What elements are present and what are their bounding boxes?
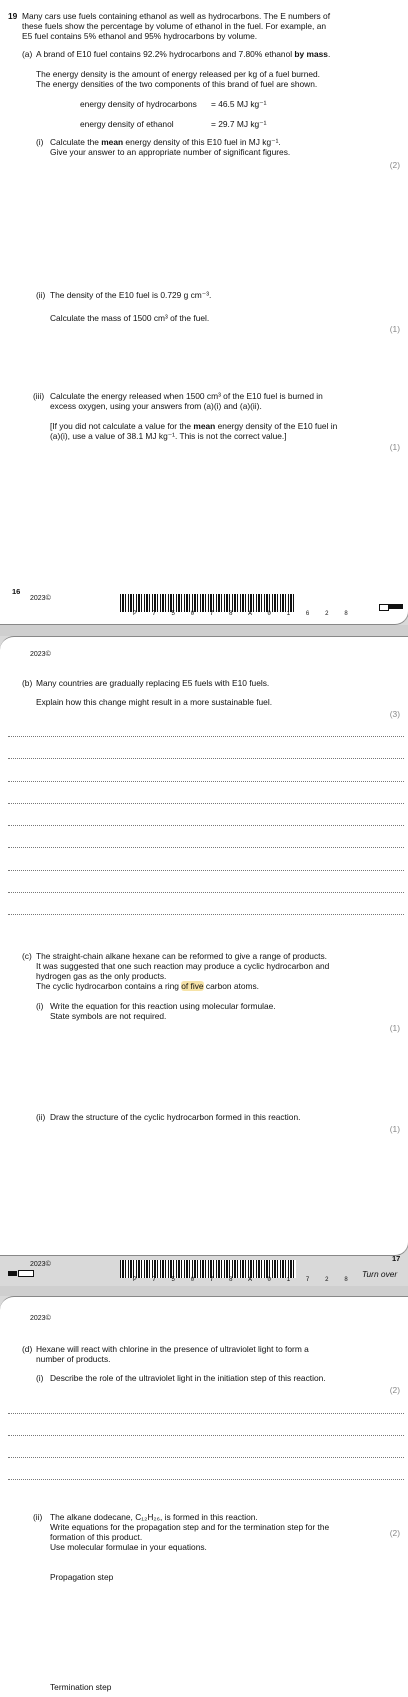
hydrocarbon-energy-label: energy density of hydrocarbons bbox=[80, 99, 197, 109]
part-di-label: (i) bbox=[36, 1373, 44, 1383]
part-a-text: A brand of E10 fuel contains 92.2% hydrocarbons and 7.80% ethanol by mass. bbox=[36, 49, 331, 59]
part-d-line-1: Hexane will react with chlorine in the presence of ultraviolet light to form a bbox=[36, 1344, 309, 1354]
part-ai-line-2: Give your answer to an appropriate number of significant figures. bbox=[50, 147, 291, 157]
answer-line bbox=[8, 1457, 404, 1458]
part-dii-label: (ii) bbox=[33, 1512, 43, 1522]
part-aiii-line-1: Calculate the energy released when 1500 cm³ of the E10 fuel is burned in bbox=[50, 391, 323, 401]
question-number: 19 bbox=[8, 11, 18, 21]
page-separator bbox=[0, 625, 408, 636]
corner-mark-left bbox=[8, 1271, 17, 1276]
part-dii-marks: (2) bbox=[389, 1528, 400, 1538]
answer-line bbox=[8, 1479, 404, 1480]
q19-intro-line-2: these fuels show the percentage by volume of ethanol in the fuel. For example, an bbox=[22, 21, 327, 31]
answer-line bbox=[8, 758, 404, 759]
q19-intro-line-3: E5 fuel contains 5% ethanol and 95% hydrocarbons by volume. bbox=[22, 31, 258, 41]
energy-density-line-1: The energy density is the amount of energy released per kg of a fuel burned. bbox=[36, 69, 320, 79]
exam-page-16 bbox=[0, 0, 408, 625]
corner-mark-right bbox=[18, 1270, 34, 1277]
part-aiii-note: [If you did not calculate a value for the mean energy density of the E10 fuel in bbox=[50, 421, 338, 431]
part-ci-line-2: State symbols are not required. bbox=[50, 1011, 167, 1021]
answer-line bbox=[8, 736, 404, 737]
hydrocarbon-energy-value: = 46.5 MJ kg⁻¹ bbox=[211, 99, 267, 109]
ethanol-energy-value: = 29.7 MJ kg⁻¹ bbox=[211, 119, 267, 129]
paper-code: 2023© bbox=[30, 1315, 51, 1322]
barcode-text: P 7 5 0 7 8 A 0 1 7 2 8 bbox=[133, 1276, 354, 1283]
paper-code: 2023© bbox=[30, 1261, 51, 1268]
paper-code: 2023© bbox=[30, 651, 51, 658]
part-d-line-2: number of products. bbox=[36, 1354, 111, 1364]
answer-line bbox=[8, 803, 404, 804]
paper-code: 2023© bbox=[30, 595, 51, 602]
part-dii-line-4: Use molecular formulae in your equations. bbox=[50, 1542, 207, 1552]
page-number: 16 bbox=[12, 587, 21, 596]
propagation-step-label: Propagation step bbox=[50, 1572, 114, 1582]
part-dii-line-3: formation of this product. bbox=[50, 1532, 143, 1542]
corner-mark-right bbox=[388, 604, 403, 609]
part-aii-marks: (1) bbox=[389, 324, 400, 334]
energy-density-line-2: The energy densities of the two components of this brand of fuel are shown. bbox=[36, 79, 318, 89]
part-ai-text: Calculate the mean energy density of this E10 fuel in MJ kg⁻¹. bbox=[50, 137, 281, 147]
exam-page-17 bbox=[0, 636, 408, 1256]
page-separator bbox=[0, 1286, 408, 1296]
answer-line bbox=[8, 847, 404, 848]
answer-line bbox=[8, 914, 404, 915]
part-b-label: (b) bbox=[22, 678, 33, 688]
termination-step-label: Termination step bbox=[50, 1682, 112, 1692]
part-c-line-3: hydrogen gas as the only products. bbox=[36, 971, 167, 981]
part-cii-label: (ii) bbox=[36, 1112, 46, 1122]
part-di-text: Describe the role of the ultraviolet light in the initiation step of this reaction. bbox=[50, 1373, 326, 1383]
part-aiii-label: (iii) bbox=[33, 391, 45, 401]
q19-intro-line-1: Many cars use fuels containing ethanol as well as hydrocarbons. The E numbers of bbox=[22, 11, 331, 21]
answer-line bbox=[8, 1413, 404, 1414]
part-ai-label: (i) bbox=[36, 137, 44, 147]
part-dii-line-2: Write equations for the propagation step and for the termination step for the bbox=[50, 1522, 330, 1532]
part-aiii-note-line-2: (a)(i), use a value of 38.1 MJ kg⁻¹. This is not the correct value.] bbox=[50, 431, 287, 441]
part-a-label: (a) bbox=[22, 49, 33, 59]
part-aiii-marks: (1) bbox=[389, 442, 400, 452]
part-ai-marks: (2) bbox=[389, 160, 400, 170]
part-aii-line-2: Calculate the mass of 1500 cm³ of the fuel. bbox=[50, 313, 210, 323]
part-c-line-1: The straight-chain alkane hexane can be reformed to give a range of products. bbox=[36, 951, 327, 961]
part-b-text: Many countries are gradually replacing E5 fuels with E10 fuels. bbox=[36, 678, 270, 688]
exam-page-18 bbox=[0, 1296, 408, 1697]
part-c-label: (c) bbox=[22, 951, 32, 961]
answer-line bbox=[8, 781, 404, 782]
part-d-label: (d) bbox=[22, 1344, 33, 1354]
part-aii-text: The density of the E10 fuel is 0.729 g cm⁻³. bbox=[50, 290, 212, 300]
answer-line bbox=[8, 892, 404, 893]
answer-line bbox=[8, 1435, 404, 1436]
part-cii-text: Draw the structure of the cyclic hydrocarbon formed in this reaction. bbox=[50, 1112, 301, 1122]
part-b-line-2: Explain how this change might result in a more sustainable fuel. bbox=[36, 697, 273, 707]
part-di-marks: (2) bbox=[389, 1385, 400, 1395]
part-ci-line-1: Write the equation for this reaction using molecular formulae. bbox=[50, 1001, 276, 1011]
page-number: 17 bbox=[392, 1254, 401, 1263]
ethanol-energy-label: energy density of ethanol bbox=[80, 119, 174, 129]
part-dii-line-1: The alkane dodecane, C₁₂H₂₆, is formed in this reaction. bbox=[50, 1512, 258, 1522]
barcode-text: P 7 5 0 7 8 A 0 1 6 2 8 bbox=[133, 610, 354, 617]
answer-line bbox=[8, 870, 404, 871]
part-cii-marks: (1) bbox=[389, 1124, 400, 1134]
part-b-marks: (3) bbox=[389, 709, 400, 719]
highlighted-text: of five bbox=[181, 981, 204, 991]
turn-over-label: Turn over bbox=[362, 1269, 398, 1279]
part-aiii-line-2: excess oxygen, using your answers from (a)(i) and (a)(ii). bbox=[50, 401, 262, 411]
part-c-line-4: The cyclic hydrocarbon contains a ring of five carbon atoms. bbox=[36, 981, 260, 991]
part-aii-label: (ii) bbox=[36, 290, 46, 300]
part-ci-marks: (1) bbox=[389, 1023, 400, 1033]
part-c-line-2: It was suggested that one such reaction may produce a cyclic hydrocarbon and bbox=[36, 961, 330, 971]
answer-line bbox=[8, 825, 404, 826]
part-ci-label: (i) bbox=[36, 1001, 44, 1011]
